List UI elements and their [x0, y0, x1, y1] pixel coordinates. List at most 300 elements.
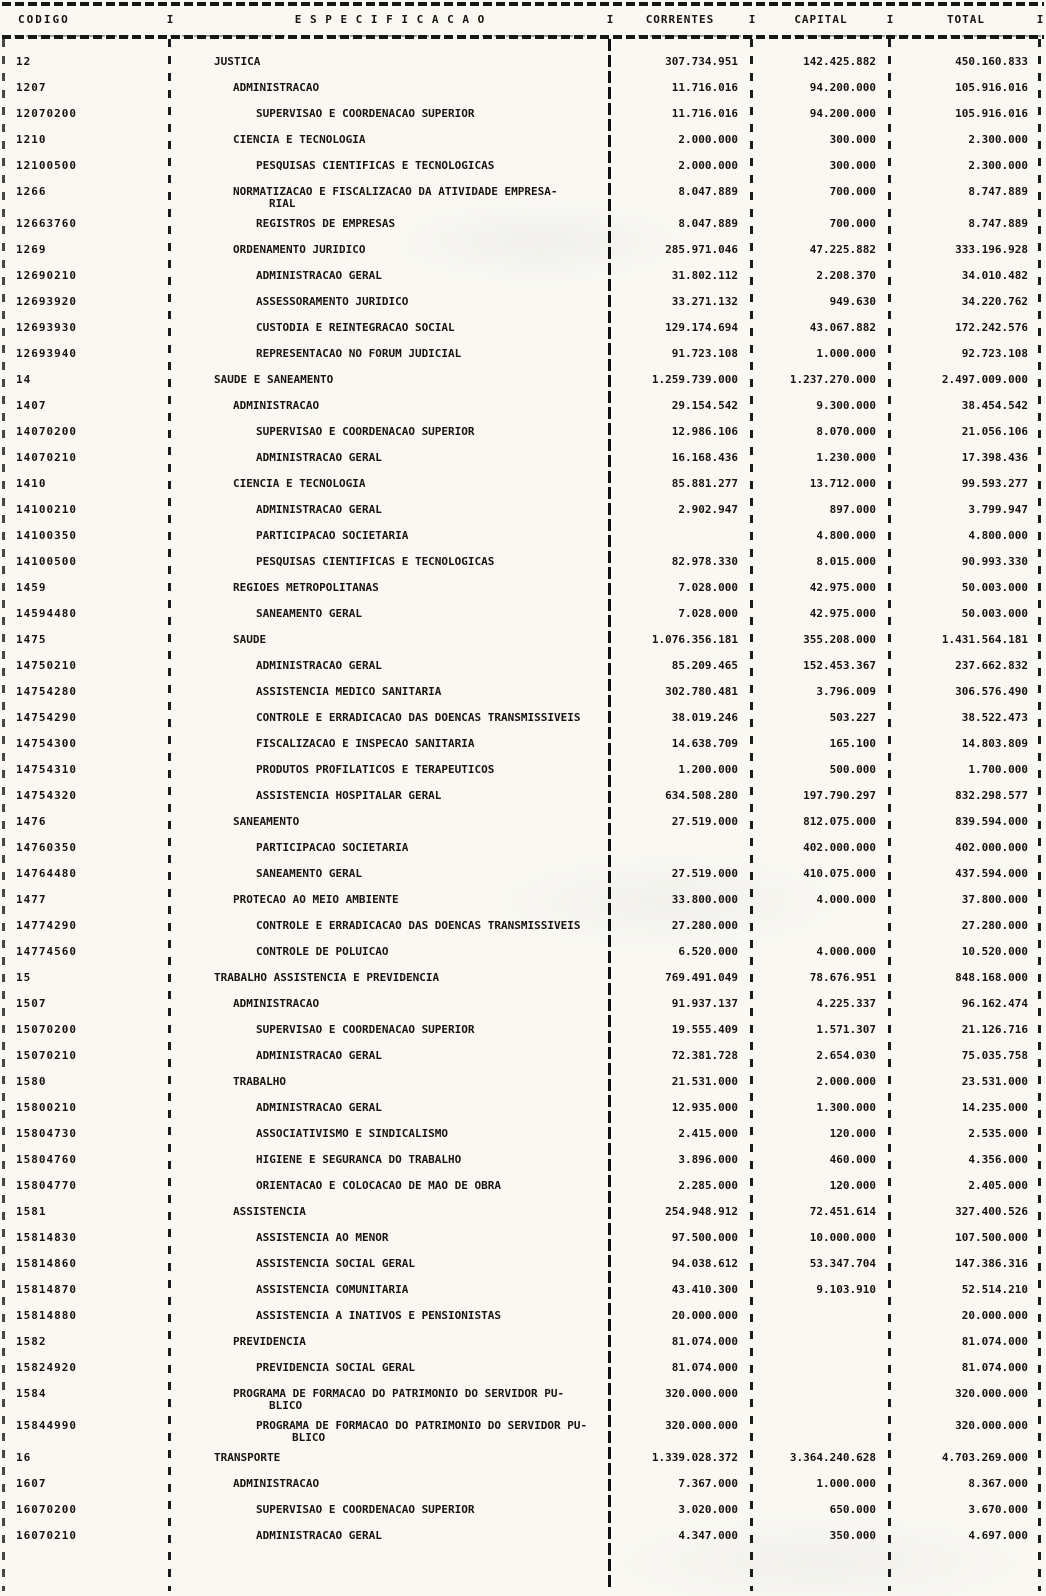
total-cell: 1.431.564.181 — [941, 633, 1028, 646]
capital-cell: 4.800.000 — [816, 529, 876, 542]
total-cell: 27.280.000 — [961, 919, 1028, 932]
total-cell: 34.010.482 — [961, 269, 1028, 282]
table-row — [0, 1522, 1046, 1548]
table-row — [0, 366, 1046, 392]
total-cell: 8.747.889 — [968, 217, 1028, 230]
capital-cell: 2.654.030 — [816, 1049, 876, 1062]
table-row — [0, 626, 1046, 652]
capital-cell: 503.227 — [829, 711, 876, 724]
codigo-cell: 15804730 — [16, 1127, 77, 1140]
total-cell: 402.000.000 — [955, 841, 1028, 854]
especificacao-text-continuation: BLICO — [269, 1399, 303, 1412]
especificacao-cell — [176, 1258, 604, 1276]
table-row — [0, 1380, 1046, 1412]
capital-cell: 8.015.000 — [816, 555, 876, 568]
capital-cell: 1.000.000 — [816, 1477, 876, 1490]
capital-cell: 1.230.000 — [816, 451, 876, 464]
codigo-cell: 1410 — [16, 477, 47, 490]
correntes-cell: 85.209.465 — [671, 659, 738, 672]
table-row — [0, 262, 1046, 288]
especificacao-text: REGISTROS DE EMPRESAS — [256, 217, 396, 230]
correntes-cell: 81.074.000 — [671, 1335, 738, 1348]
total-cell: 2.535.000 — [968, 1127, 1028, 1140]
especificacao-cell — [176, 134, 604, 152]
especificacao-text: ADMINISTRACAO GERAL — [256, 659, 382, 672]
correntes-cell: 302.780.481 — [665, 685, 738, 698]
especificacao-cell — [176, 868, 604, 886]
capital-cell: 4.225.337 — [816, 997, 876, 1010]
especificacao-cell — [176, 608, 604, 626]
header-separator-glyph: I — [1036, 12, 1044, 26]
especificacao-cell — [176, 296, 604, 314]
capital-cell: 4.000.000 — [816, 945, 876, 958]
correntes-cell: 82.978.330 — [671, 555, 738, 568]
especificacao-cell — [176, 1050, 604, 1068]
correntes-cell: 2.902.947 — [678, 503, 738, 516]
especificacao-text: ASSOCIATIVISMO E SINDICALISMO — [256, 1127, 449, 1140]
especificacao-text: ORDENAMENTO JURIDICO — [233, 243, 366, 256]
codigo-cell: 14754310 — [16, 763, 77, 776]
especificacao-cell — [176, 400, 604, 418]
especificacao-text: ASSISTENCIA COMUNITARIA — [256, 1283, 409, 1296]
capital-cell: 2.208.370 — [816, 269, 876, 282]
especificacao-cell — [176, 634, 604, 652]
codigo-cell: 14754280 — [16, 685, 77, 698]
especificacao-cell — [176, 1530, 604, 1548]
capital-cell — [760, 1420, 882, 1444]
total-cell: 81.074.000 — [961, 1361, 1028, 1374]
table-body — [0, 48, 1046, 1548]
especificacao-cell — [176, 186, 604, 210]
especificacao-cell — [176, 82, 604, 100]
correntes-cell: 1.200.000 — [678, 763, 738, 776]
capital-cell: 1.237.270.000 — [789, 373, 876, 386]
correntes-cell: 38.019.246 — [671, 711, 738, 724]
especificacao-text: JUSTICA — [214, 55, 261, 68]
correntes-cell: 33.271.132 — [671, 295, 738, 308]
especificacao-text: SAUDE E SANEAMENTO — [214, 373, 334, 386]
total-cell: 4.800.000 — [968, 529, 1028, 542]
capital-cell: 9.103.910 — [816, 1283, 876, 1296]
capital-cell: 300.000 — [829, 133, 876, 146]
especificacao-cell — [176, 660, 604, 678]
total-cell: 237.662.832 — [955, 659, 1028, 672]
especificacao-cell — [176, 894, 604, 912]
codigo-cell: 1584 — [16, 1387, 47, 1400]
correntes-cell: 29.154.542 — [671, 399, 738, 412]
correntes-cell: 2.285.000 — [678, 1179, 738, 1192]
especificacao-text: PRODUTOS PROFILATICOS E TERAPEUTICOS — [256, 763, 495, 776]
header-codigo: CODIGO — [18, 12, 70, 26]
table-row — [0, 1042, 1046, 1068]
especificacao-text: PROGRAMA DE FORMACAO DO PATRIMONIO DO SERVIDOR PU- — [256, 1419, 588, 1432]
especificacao-cell — [176, 1102, 604, 1120]
capital-cell: 197.790.297 — [803, 789, 876, 802]
table-row — [0, 340, 1046, 366]
especificacao-cell — [176, 1284, 604, 1302]
correntes-cell: 634.508.280 — [665, 789, 738, 802]
total-cell: 20.000.000 — [961, 1309, 1028, 1322]
codigo-cell: 14774560 — [16, 945, 77, 958]
especificacao-cell — [176, 842, 604, 860]
codigo-cell: 1476 — [16, 815, 47, 828]
total-cell: 2.405.000 — [968, 1179, 1028, 1192]
especificacao-cell — [176, 348, 604, 366]
codigo-cell: 15070210 — [16, 1049, 77, 1062]
table-row — [0, 1224, 1046, 1250]
total-cell: 839.594.000 — [955, 815, 1028, 828]
especificacao-text: SUPERVISAO E COORDENACAO SUPERIOR — [256, 425, 475, 438]
codigo-cell: 15814880 — [16, 1309, 77, 1322]
codigo-cell: 14754320 — [16, 789, 77, 802]
table-row — [0, 730, 1046, 756]
total-cell: 14.235.000 — [961, 1101, 1028, 1114]
total-cell: 2.300.000 — [968, 159, 1028, 172]
total-cell: 75.035.758 — [961, 1049, 1028, 1062]
especificacao-text: PREVIDENCIA — [233, 1335, 306, 1348]
total-cell: 320.000.000 — [955, 1387, 1028, 1400]
correntes-cell: 72.381.728 — [671, 1049, 738, 1062]
codigo-cell: 14764480 — [16, 867, 77, 880]
especificacao-text-continuation: BLICO — [292, 1431, 326, 1444]
especificacao-cell — [176, 582, 604, 600]
especificacao-text: NORMATIZACAO E FISCALIZACAO DA ATIVIDADE EMPRESA- — [233, 185, 558, 198]
codigo-cell: 15824920 — [16, 1361, 77, 1374]
capital-cell: 8.070.000 — [816, 425, 876, 438]
correntes-cell: 33.800.000 — [671, 893, 738, 906]
table-row — [0, 1276, 1046, 1302]
especificacao-text: ADMINISTRACAO GERAL — [256, 269, 382, 282]
total-cell: 38.522.473 — [961, 711, 1028, 724]
especificacao-text: TRABALHO — [233, 1075, 286, 1088]
especificacao-text: ASSISTENCIA SOCIAL GERAL — [256, 1257, 415, 1270]
table-row — [0, 912, 1046, 938]
correntes-cell: 31.802.112 — [671, 269, 738, 282]
capital-cell: 47.225.882 — [809, 243, 876, 256]
codigo-cell: 12693940 — [16, 347, 77, 360]
especificacao-text: HIGIENE E SEGURANCA DO TRABALHO — [256, 1153, 462, 1166]
especificacao-text: CONTROLE E ERRADICACAO DAS DOENCAS TRANSMISSIVEIS — [256, 711, 581, 724]
codigo-cell: 14754300 — [16, 737, 77, 750]
capital-cell: 94.200.000 — [809, 81, 876, 94]
especificacao-cell — [176, 218, 604, 236]
table-header — [0, 6, 1046, 32]
correntes-cell: 11.716.016 — [671, 107, 738, 120]
correntes-cell: 320.000.000 — [665, 1419, 738, 1432]
table-row — [0, 522, 1046, 548]
especificacao-cell — [176, 972, 604, 990]
table-row — [0, 834, 1046, 860]
total-cell: 2.497.009.000 — [941, 373, 1028, 386]
correntes-cell — [616, 842, 744, 860]
capital-cell: 42.975.000 — [809, 607, 876, 620]
correntes-cell: 85.881.277 — [671, 477, 738, 490]
especificacao-cell — [176, 1362, 604, 1380]
total-cell: 450.160.833 — [955, 55, 1028, 68]
especificacao-text: PESQUISAS CIENTIFICAS E TECNOLOGICAS — [256, 555, 495, 568]
especificacao-text: SUPERVISAO E COORDENACAO SUPERIOR — [256, 107, 475, 120]
codigo-cell: 1269 — [16, 243, 47, 256]
correntes-cell: 12.986.106 — [671, 425, 738, 438]
especificacao-text: ADMINISTRACAO GERAL — [256, 1101, 382, 1114]
correntes-cell: 1.339.028.372 — [651, 1451, 738, 1464]
table-row — [0, 1146, 1046, 1172]
codigo-cell: 15804760 — [16, 1153, 77, 1166]
capital-cell: 1.571.307 — [816, 1023, 876, 1036]
correntes-cell: 307.734.951 — [665, 55, 738, 68]
especificacao-text: PREVIDENCIA SOCIAL GERAL — [256, 1361, 415, 1374]
especificacao-text: SUPERVISAO E COORDENACAO SUPERIOR — [256, 1023, 475, 1036]
codigo-cell: 14774290 — [16, 919, 77, 932]
especificacao-text: CUSTODIA E REINTEGRACAO SOCIAL — [256, 321, 455, 334]
especificacao-text: PARTICIPACAO SOCIETARIA — [256, 529, 409, 542]
total-cell: 3.670.000 — [968, 1503, 1028, 1516]
capital-cell: 43.067.882 — [809, 321, 876, 334]
codigo-cell: 14760350 — [16, 841, 77, 854]
correntes-cell: 94.038.612 — [671, 1257, 738, 1270]
correntes-cell: 7.028.000 — [678, 607, 738, 620]
capital-cell — [760, 1362, 882, 1380]
especificacao-cell — [176, 1024, 604, 1042]
correntes-cell: 2.000.000 — [678, 159, 738, 172]
codigo-cell: 15814830 — [16, 1231, 77, 1244]
especificacao-cell — [176, 426, 604, 444]
correntes-cell: 27.519.000 — [671, 815, 738, 828]
table-row — [0, 100, 1046, 126]
especificacao-text: PARTICIPACAO SOCIETARIA — [256, 841, 409, 854]
correntes-cell: 254.948.912 — [665, 1205, 738, 1218]
codigo-cell: 15800210 — [16, 1101, 77, 1114]
especificacao-text: REPRESENTACAO NO FORUM JUDICIAL — [256, 347, 462, 360]
especificacao-cell — [176, 1128, 604, 1146]
capital-cell: 53.347.704 — [809, 1257, 876, 1270]
especificacao-cell — [176, 56, 604, 74]
total-cell: 50.003.000 — [961, 581, 1028, 594]
total-cell: 81.074.000 — [961, 1335, 1028, 1348]
header-separator-glyph: I — [606, 12, 614, 26]
especificacao-cell — [176, 712, 604, 730]
especificacao-cell — [176, 1154, 604, 1172]
especificacao-cell — [176, 1504, 604, 1522]
capital-cell: 1.300.000 — [816, 1101, 876, 1114]
codigo-cell: 15844990 — [16, 1419, 77, 1432]
especificacao-text: CONTROLE DE POLUICAO — [256, 945, 389, 958]
especificacao-cell — [176, 374, 604, 392]
header-separator-glyph: I — [886, 12, 894, 26]
table-row — [0, 1496, 1046, 1522]
correntes-cell: 2.000.000 — [678, 133, 738, 146]
total-cell: 306.576.490 — [955, 685, 1028, 698]
correntes-cell: 129.174.694 — [665, 321, 738, 334]
codigo-cell: 14070210 — [16, 451, 77, 464]
total-cell: 333.196.928 — [955, 243, 1028, 256]
especificacao-cell — [176, 556, 604, 574]
total-cell: 437.594.000 — [955, 867, 1028, 880]
capital-cell: 2.000.000 — [816, 1075, 876, 1088]
table-row — [0, 74, 1046, 100]
header-separator-glyph: I — [748, 12, 756, 26]
table-row — [0, 600, 1046, 626]
total-cell: 14.803.809 — [961, 737, 1028, 750]
especificacao-cell — [176, 1336, 604, 1354]
capital-cell — [760, 1336, 882, 1354]
codigo-cell: 1582 — [16, 1335, 47, 1348]
codigo-cell: 16070200 — [16, 1503, 77, 1516]
correntes-cell — [616, 530, 744, 548]
especificacao-text-continuation: RIAL — [269, 197, 296, 210]
correntes-cell: 16.168.436 — [671, 451, 738, 464]
especificacao-cell — [176, 1206, 604, 1224]
especificacao-cell — [176, 530, 604, 548]
codigo-cell: 1581 — [16, 1205, 47, 1218]
codigo-cell: 1207 — [16, 81, 47, 94]
especificacao-text: SUPERVISAO E COORDENACAO SUPERIOR — [256, 1503, 475, 1516]
especificacao-cell — [176, 504, 604, 522]
especificacao-cell — [176, 946, 604, 964]
correntes-cell: 7.367.000 — [678, 1477, 738, 1490]
total-cell: 50.003.000 — [961, 607, 1028, 620]
correntes-cell: 2.415.000 — [678, 1127, 738, 1140]
capital-cell: 78.676.951 — [809, 971, 876, 984]
codigo-cell: 16070210 — [16, 1529, 77, 1542]
correntes-cell: 11.716.016 — [671, 81, 738, 94]
capital-cell: 949.630 — [829, 295, 876, 308]
total-cell: 320.000.000 — [955, 1419, 1028, 1432]
total-cell: 90.993.330 — [961, 555, 1028, 568]
capital-cell: 10.000.000 — [809, 1231, 876, 1244]
codigo-cell: 15804770 — [16, 1179, 77, 1192]
especificacao-text: REGIOES METROPOLITANAS — [233, 581, 379, 594]
capital-cell: 9.300.000 — [816, 399, 876, 412]
correntes-cell: 27.519.000 — [671, 867, 738, 880]
especificacao-text: SANEAMENTO GERAL — [256, 867, 362, 880]
table-row — [0, 652, 1046, 678]
especificacao-text: PESQUISAS CIENTIFICAS E TECNOLOGICAS — [256, 159, 495, 172]
table-row — [0, 860, 1046, 886]
codigo-cell: 1580 — [16, 1075, 47, 1088]
codigo-cell: 14100500 — [16, 555, 77, 568]
especificacao-text: ADMINISTRACAO — [233, 399, 320, 412]
total-cell: 4.697.000 — [968, 1529, 1028, 1542]
total-cell: 37.800.000 — [961, 893, 1028, 906]
especificacao-text: ORIENTACAO E COLOCACAO DE MAO DE OBRA — [256, 1179, 502, 1192]
especificacao-text: TRABALHO ASSISTENCIA E PREVIDENCIA — [214, 971, 440, 984]
especificacao-cell — [176, 322, 604, 340]
especificacao-cell — [176, 1310, 604, 1328]
especificacao-text: ASSISTENCIA A INATIVOS E PENSIONISTAS — [256, 1309, 502, 1322]
table-row — [0, 964, 1046, 990]
total-cell: 17.398.436 — [961, 451, 1028, 464]
capital-cell: 350.000 — [829, 1529, 876, 1542]
correntes-cell: 21.531.000 — [671, 1075, 738, 1088]
especificacao-text: SAUDE — [233, 633, 267, 646]
especificacao-cell — [176, 998, 604, 1016]
especificacao-cell — [176, 1420, 604, 1444]
table-row — [0, 782, 1046, 808]
especificacao-cell — [176, 1388, 604, 1412]
capital-cell: 3.364.240.628 — [789, 1451, 876, 1464]
table-row — [0, 126, 1046, 152]
correntes-cell: 81.074.000 — [671, 1361, 738, 1374]
correntes-cell: 1.076.356.181 — [651, 633, 738, 646]
capital-cell: 42.975.000 — [809, 581, 876, 594]
total-cell: 21.056.106 — [961, 425, 1028, 438]
capital-cell: 300.000 — [829, 159, 876, 172]
capital-cell: 650.000 — [829, 1503, 876, 1516]
codigo-cell: 1477 — [16, 893, 47, 906]
capital-cell: 812.075.000 — [803, 815, 876, 828]
table-row — [0, 1354, 1046, 1380]
total-cell: 172.242.576 — [955, 321, 1028, 334]
especificacao-text: ADMINISTRACAO GERAL — [256, 1529, 382, 1542]
capital-cell: 3.796.009 — [816, 685, 876, 698]
table-row — [0, 48, 1046, 74]
total-cell: 23.531.000 — [961, 1075, 1028, 1088]
header-especificacao: E S P E C I F I C A C A O — [294, 12, 486, 26]
table-row — [0, 1068, 1046, 1094]
codigo-cell: 14754290 — [16, 711, 77, 724]
codigo-cell: 12663760 — [16, 217, 77, 230]
correntes-cell: 769.491.049 — [665, 971, 738, 984]
especificacao-text: CIENCIA E TECNOLOGIA — [233, 133, 366, 146]
table-row — [0, 756, 1046, 782]
especificacao-text: ADMINISTRACAO GERAL — [256, 1049, 382, 1062]
especificacao-cell — [176, 764, 604, 782]
header-correntes: CORRENTES — [645, 12, 715, 26]
correntes-cell: 19.555.409 — [671, 1023, 738, 1036]
table-row — [0, 938, 1046, 964]
capital-cell — [760, 920, 882, 938]
total-cell: 105.916.016 — [955, 107, 1028, 120]
especificacao-cell — [176, 1452, 604, 1470]
correntes-cell: 14.638.709 — [671, 737, 738, 750]
especificacao-cell — [176, 920, 604, 938]
correntes-cell: 8.047.889 — [678, 185, 738, 198]
capital-cell: 120.000 — [829, 1127, 876, 1140]
table-row — [0, 1328, 1046, 1354]
table-row — [0, 1250, 1046, 1276]
capital-cell: 72.451.614 — [809, 1205, 876, 1218]
table-row — [0, 470, 1046, 496]
capital-cell — [760, 1388, 882, 1412]
table-row — [0, 444, 1046, 470]
codigo-cell: 1266 — [16, 185, 47, 198]
table-row — [0, 496, 1046, 522]
especificacao-text: SANEAMENTO — [233, 815, 300, 828]
especificacao-cell — [176, 816, 604, 834]
capital-cell — [760, 1310, 882, 1328]
capital-cell: 152.453.367 — [803, 659, 876, 672]
especificacao-cell — [176, 160, 604, 178]
capital-cell: 1.000.000 — [816, 347, 876, 360]
header-separator-glyph: I — [166, 12, 174, 26]
especificacao-text: TRANSPORTE — [214, 1451, 281, 1464]
correntes-cell: 97.500.000 — [671, 1231, 738, 1244]
especificacao-text: CONTROLE E ERRADICACAO DAS DOENCAS TRANSMISSIVEIS — [256, 919, 581, 932]
especificacao-cell — [176, 478, 604, 496]
especificacao-cell — [176, 790, 604, 808]
correntes-cell: 4.347.000 — [678, 1529, 738, 1542]
capital-cell: 410.075.000 — [803, 867, 876, 880]
codigo-cell: 15814870 — [16, 1283, 77, 1296]
table-row — [0, 236, 1046, 262]
capital-cell: 700.000 — [829, 185, 876, 198]
capital-cell: 460.000 — [829, 1153, 876, 1166]
correntes-cell: 91.723.108 — [671, 347, 738, 360]
capital-cell: 897.000 — [829, 503, 876, 516]
total-cell: 8.367.000 — [968, 1477, 1028, 1490]
especificacao-text: ASSISTENCIA AO MENOR — [256, 1231, 389, 1244]
